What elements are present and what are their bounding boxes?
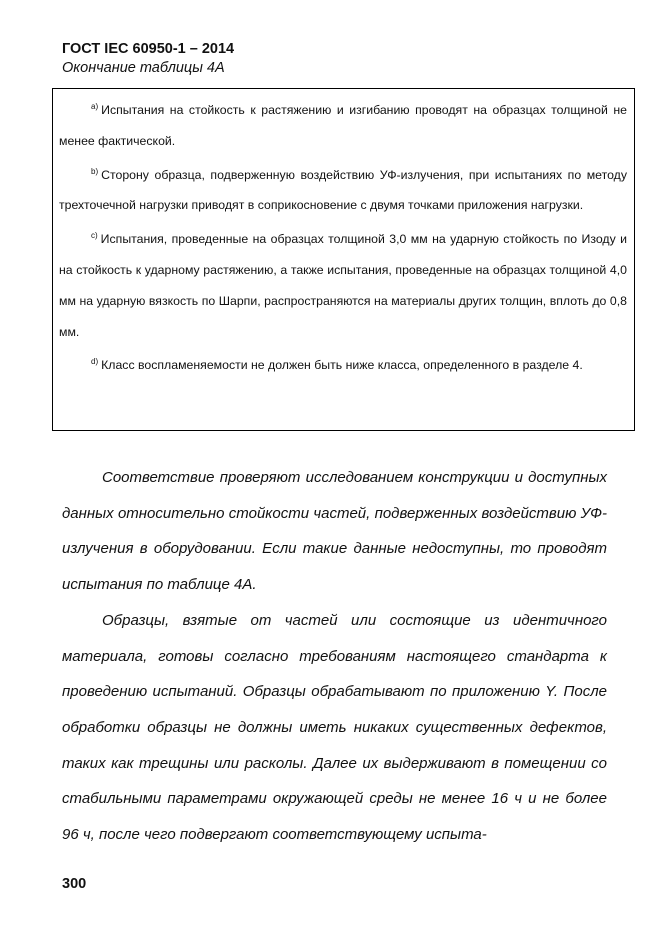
page-number: 300 <box>62 876 87 892</box>
standard-code: ГОСТ IEC 60950-1 – 2014 <box>62 41 235 57</box>
table-notes-box <box>52 88 635 431</box>
note-mark-c: c) <box>91 231 98 241</box>
table-note-b <box>59 157 627 222</box>
note-text-b: Сторону образца, подверженную воздействию УФ-излучения, при испытаниях по методу трехточечной нагрузки приводят в соприкосновение с двумя точками приложения нагрузки. <box>59 167 627 213</box>
note-mark-d: d) <box>91 357 99 367</box>
table-note-a <box>59 92 627 157</box>
table-caption: Окончание таблицы 4А <box>62 60 225 76</box>
body-paragraph-1: Соответствие проверяют исследованием конструкции и доступных данных относительно стойкости частей, подверженных воздействию УФ-излучения в оборудовании. Если такие данные недоступны, то проводят испытания по таблице 4А. <box>62 469 607 594</box>
body-paragraph-2: Образцы, взятые от частей или состоящие из идентичного материала, готовы согласно требованиям настоящего стандарта к проведению испытаний. Образцы обрабатывают по приложению Y. После обработки образцы не должны иметь никаких существенных дефектов, таких как трещины или расколы. Далее их выдерживают в помещении со стабильными параметрами окружающей среды не менее 16 ч и не более 96 ч, после чего подвергают соответствующему испыта- <box>62 611 607 844</box>
note-mark-a: a) <box>91 102 99 111</box>
note-text-d: Класс воспламеняемости не должен быть ниже класса, определенного в разделе 4. <box>101 358 583 373</box>
note-text-c: Испытания, проведенные на образцах толщиной 3,0 мм на ударную стойкость по Изоду и на стойкость к ударному растяжению, а также испытания, проведенные на образцах толщиной 4,0 мм на ударную вязкость по Шарпи, распространяются на материалы других толщин, вплоть до 0,8 мм. <box>59 232 627 339</box>
table-note-d <box>59 347 627 381</box>
note-mark-b: b) <box>91 166 99 176</box>
body-text <box>62 460 607 853</box>
table-note-c <box>59 221 627 347</box>
note-text-a: Испытания на стойкость к растяжению и изгибанию проводят на образцах толщиной не менее фактической. <box>59 103 627 148</box>
